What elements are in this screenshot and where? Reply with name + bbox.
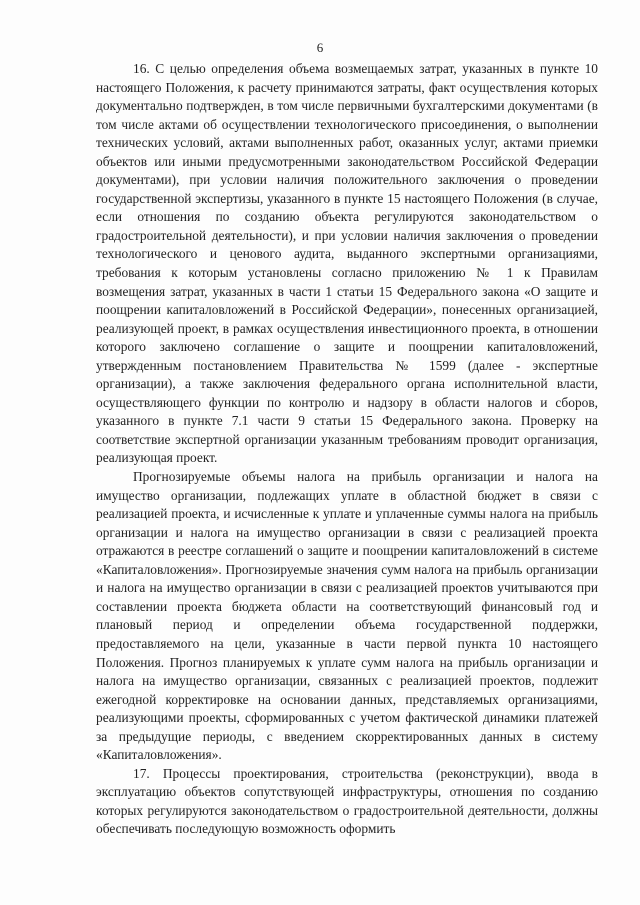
paragraph-tax-forecast: Прогнозируемые объемы налога на прибыль организации и налога на имущество организации, подлежащих уплате в областной бюджет в связи с реализацией проекта, и исчисленные к уплате и уплаченные суммы налога на прибыль организации и налога на имущество организации в связи с реализацией проекта отражаются в реестре соглашений о защите и поощрении капиталовложений в системе «Капиталовложения». Прогнозируемые значения сумм налога на прибыль организации и налога на имущество организации в связи с реализацией проектов учитываются при составлении проекта бюджета области на соответствующий финансовый год и плановый период и определении объема государственной поддержки, предоставляемого на цели, указанные в части первой пункта 10 настоящего Положения. Прогноз планируемых к уплате сумм налога на прибыль организации и налога на имущество организации, связанных с реализацией проектов, подлежит ежегодной корректировке на основании данных, представляемых организациями, реализующими проекты, сформированных с учетом фактической динамики платежей за предыдущие периоды, с введением скорректированных данных в систему «Капиталовложения». <box>96 469 598 763</box>
document-body <box>96 60 598 839</box>
paragraph-item-16: 16. С целью определения объема возмещаемых затрат, указанных в пункте 10 настоящего Положения, к расчету принимаются затраты, факт осуществления которых документально подтвержден, в том числе первичными бухгалтерскими документами (в том числе актами об осуществлении технологического присоединения, о выполнении технических условий, актами выполненных работ, оказанных услуг, актами приемки объектов или иными предусмотренными законодательством Российской Федерации документами), при условии наличия положительного заключения о проведении государственной экспертизы, указанного в пункте 15 настоящего Положения (в случае, если отношения по созданию объекта регулируются законодательством о градостроительной деятельности), и при условии наличия заключения о проведении технологического и ценового аудита, выданного экспертными организациями, требования к которым установлены согласно приложению № 1 к Правилам возмещения затрат, указанных в части 1 статьи 15 Федерального закона «О защите и поощрении капиталовложений в Российской Федерации», понесенных организацией, реализующей проект, в рамках осуществления инвестиционного проекта, в отношении которого заключено соглашение о защите и поощрении капиталовложений, утвержденным постановлением Правительства № 1599 (далее - экспертные организации), а также заключения федерального органа исполнительной власти, осуществляющего функции по контролю и надзору в области налогов и сборов, указанного в пункте 7.1 части 9 статьи 15 Федерального закона. Проверку на соответствие экспертной организации указанным требованиям проводит организация, реализующая проект. <box>96 61 598 466</box>
paragraph-item-17: 17. Процессы проектирования, строительства (реконструкции), ввода в эксплуатацию объектов сопутствующей инфраструктуры, отношения по созданию которых регулируются законодательством о градостроительной деятельности, должны обеспечивать последующую возможность оформить <box>96 765 598 837</box>
page-number: 6 <box>316 40 324 55</box>
